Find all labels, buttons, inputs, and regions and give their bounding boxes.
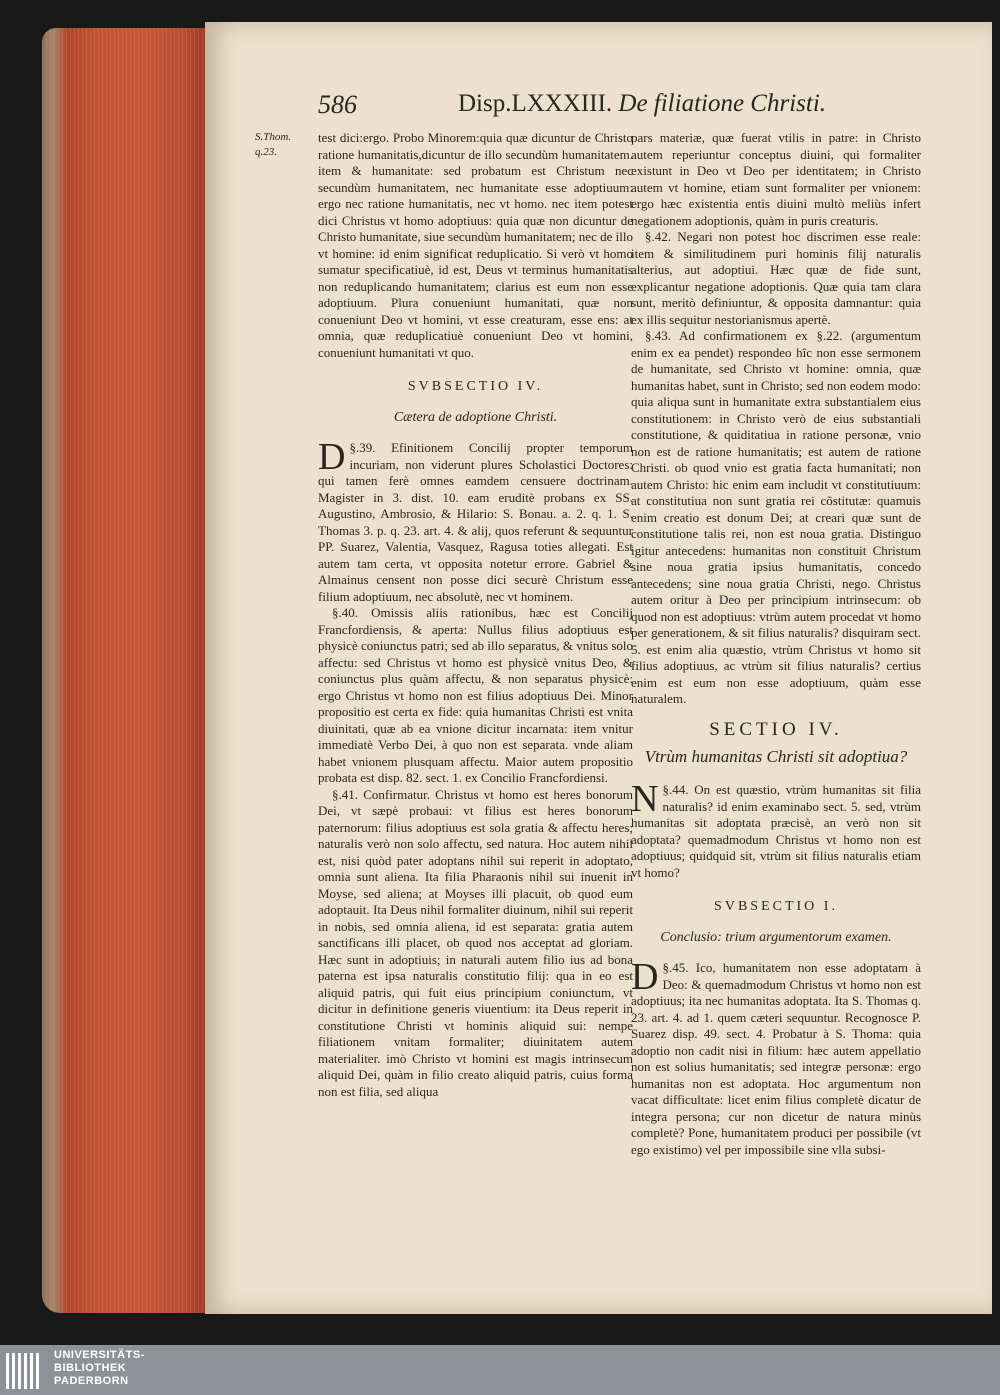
paragraph-44-number: §.44. <box>662 782 689 797</box>
left-paragraph-1: test dici:ergo. Probo Minorem:quia quæ dicuntur de Christo ratione humanitatis,dicuntur de illo secundùm humanitatem. item & humanitate: sed probatum est Christum nec secundùm humanitatem, nec humanitate esse adoptiuum: ergo nec ratione humanitatis, nec vt homo. nec item potest dici Christus vt homo adoptiuus: quia quæ non dicuntur de Christo humanitate, siue secundùm humanitatem; nec de illo vt homine: id enim significat reduplicatio. Si verò vt homo sumatur specificatiuè, id est, Deus vt terminus humanitatis non reduplicando humanitatem; clarius est eum non esse adoptiuum. Plura conueniunt humanitati, quæ non conueniunt Deo vt homini, vt esse creaturam, esse ens: at omnia, quæ reduplicatiuè conueniunt Deo vt homini, conueniunt humanitati vt quo. <box>318 130 633 360</box>
running-title-subject: De filiatione Christi. <box>618 90 827 117</box>
paragraph-39-text: Efinitionem Concilij propter temporum incuriam, non viderunt plures Scholastici Doctores: qui tamen ferè omnes eamdem censuere doctrinam. Magister in 3. dist. 10. eam eruditè probans ex SS. Augustino, Ambrosio, & Hilario: S. Bonau. a. 2. q. 1. S. Thomas 3. p. q. 23. art. 4. & alij, quos referunt & sequuntur PP. Suarez, Valentia, Vasquez, Ragusa toties allegati. Est autem tam certa, vt opposita notetur errore. Gabriel & Almainus censent non posse dici securè Christum esse filium adoptiuum, nec absolutè, nec vt hominem. <box>318 440 634 604</box>
page-number: 586 <box>318 90 357 119</box>
drop-cap-d: D <box>318 436 346 478</box>
margin-note-line1: S.Thom. <box>255 131 292 143</box>
right-paragraph-1: pars materiæ, quæ fuerat vtilis in patre: in Christo autem reperiuntur conceptus diuini, qui formaliter existunt in Deo vt Deo per identitatem; in Christo autem vt homine, etiam sunt formaliter per vnionem: ergo hæc existentia entis diuini multò meliùs infert negationem adoptionis, quàm in puris creaturis. <box>631 130 921 228</box>
library-name-line1: UNIVERSITÄTS- <box>54 1349 145 1361</box>
paragraph-43: §.43. Ad confirmationem ex §.22. (argumentum enim ex ea pendet) respondeo hîc non esse sermonem de humanitate, sed Christo vt homine: omnia, quæ humanitas habet, sunt in Christo; sed non eodem modo: quia aliqua sunt in humanitate extra substantialem eius constitutionem: in Christo verò de eius substantiali constitutione, & quiditatiua in ratione personæ, vnio non est de ratione humanitatis; est autem de ratione Christi. ob quod vnio est gratia facta humanitati; non autem Christo: hic enim eam includit vt constitutiuum: at constitutiua non sunt gratia rei cõstitutæ: quamuis enim creatio est donum Dei; at creari quæ sunt de constitutione talis rei, non est noua gratia. Distinguo igitur antecedens: humanitas non constituit Christum sine noua gratia ipsius humanitatis, concedo antecedens; sine noua gratia Christi, nego. Christus autem oritur à Deo per principium intrinsecum: ob quod non est adoptiuus: vtrùm autem procedat vt homo per generationem, & sit filius naturalis? disquiram sect. 5. est enim alia quæstio, vtrùm Christus vt homo sit filius adoptiuus, ac vtrùm sit filius naturalis? certius enim est eum non esse adoptiuum, quàm esse naturalem. <box>631 328 921 706</box>
university-logo-icon <box>6 1353 50 1389</box>
paragraph-39-number: §.39. <box>349 440 376 455</box>
paragraph-44 <box>631 778 921 881</box>
section-title-iv: Vtrùm humanitas Christi sit adoptiua? <box>644 747 908 766</box>
subsection-heading-iv: SVBSECTIO IV. <box>407 379 544 394</box>
book-edge <box>42 28 220 1313</box>
subsection-heading-i: SVBSECTIO I. <box>714 899 838 914</box>
library-name <box>54 1349 145 1388</box>
drop-cap-d2: D <box>631 956 659 998</box>
library-name-line3: PADERBORN <box>54 1375 129 1387</box>
running-title <box>458 90 826 118</box>
paragraph-42: §.42. Negari non potest hoc discrimen esse reale: item & similitudinem puri hominis filij naturalis alterius, aut adoptiui. Hæc quæ de fide sunt, explicantur negatione adoptionis. Quæ quia tam clara sunt, meritò definiuntur, & opposita damnantur: quia ex illis sequitur nestorianismus apertè. <box>631 229 921 327</box>
book-page <box>205 22 992 1314</box>
running-header <box>318 84 918 124</box>
margin-note-line2: q.23. <box>255 146 277 158</box>
paragraph-45 <box>631 956 922 1158</box>
library-footer <box>0 1345 1000 1395</box>
left-column <box>318 130 633 1100</box>
paragraph-45-text: Ico, humanitatem non esse adoptatam à Deo: & quemadmodum Christus vt homo non est adoptiuus; ita nec humanitas adoptata. Ita S. Thomas q. 23. art. 4. ad 1. quem cæteri sequuntur. Recognosce P. Suarez disp. 49. sect. 4. Probatur à S. Thoma: quia adoptio non cadit nisi in filium: hæc autem appellatio non est solius humanitatis; sed integræ personæ: ergo humanitas non est adoptata. Hoc argumentum non vacat difficultate: licet enim filius completè dicatur de integra persona; cur non dicetur de natura minùs completè? Pone, humanitatem produci per possibile (vt ego existimo) vel per impossibile sine vlla subsi- <box>631 960 922 1157</box>
section-heading-iv: SECTIO IV. <box>709 718 843 740</box>
subsection-title-iv: Cætera de adoptione Christi. <box>393 409 558 425</box>
paragraph-40: §.40. Omissis aliis rationibus, hæc est Concilij Francfordiensis, & aperta: Nullus filius adoptiuus est physicè coniunctus patri; sed ab illo separatus, & vnitus solo affectu: sed Christus vt homo est physicè vnitus Deo, & coniunctus plus quàm affectu, & non separatus physicè: ergo Christus vt homo non est filius adoptiuus Dei. Minor propositio est certa ex fide: quia humanitas Christi est vnita diuinitati, quæ ab ea vnione dicitur incarnata: item vnitur immediatè Verbo Dei, à quo non est separata. vnde aliam habet vnionem plusquam affectu. Maior autem propositio probata est disp. 82. sect. 1. ex Concilio Francfordiensi. <box>318 605 633 785</box>
running-title-disp: Disp.LXXXIII. <box>458 90 613 117</box>
paragraph-39 <box>318 436 634 605</box>
paragraph-41: §.41. Confirmatur. Christus vt homo est heres bonorum Dei, vt sæpè probaui: vt filius est heres bonorum paternorum: filius adoptiuus est sola gratia & affectu heres; naturalis verò non solo affectu, sed natura. Hoc autem nihil est, nisi quòd pater adoptans nihil sui reperit in adoptato, omnia sunt aliena. Ita filia Pharaonis nihil sui inuenit in Moyse, sed aliena; at Moyses illi placuit, ob quod eum adoptauit. Ita Deus nihil formaliter diuinum, nihil sui reperit in nobis, sed omnia aliena, id est separata: gratia autem sanctificans illi placet, ob quod nos acceptat ad gloriam. Hæc sunt in adoptiuis; in naturali autem filio ius ad bona paterna est ipsa naturalis constitutio filij: qua in eo est aliquid patris, qui fuit eius principium coniunctum, vt dicitur in definitione generis viuentium: ita Deus reperit in constitutione Christi vt hominis aliquid sui: nempe filiationem vnitam formaliter; diuinitatem autem materialiter. imò Christo vt homini est magis intrinsecum aliquid Dei, quàm in filio creato aliquid patris, cuius forma non est filia, sed aliqua <box>318 786 633 1099</box>
right-column <box>631 130 921 1158</box>
paragraph-44-text: On est quæstio, vtrùm humanitas sit filia naturalis? id enim examinabo sect. 5. sed, vtrùm humanitas sit adoptata præcisè, an verò non sit adoptata? quemadmodum Christus vt homo non est adoptiuus; quidquid sit, vtrùm sit filius naturalis etiam vt homo? <box>631 782 921 880</box>
drop-cap-n: N <box>631 778 659 820</box>
paragraph-45-number: §.45. <box>662 960 689 975</box>
margin-note <box>255 130 315 160</box>
library-name-line2: BIBLIOTHEK <box>54 1362 127 1374</box>
subsection-title-i: Conclusio: trium argumentorum examen. <box>660 929 892 945</box>
